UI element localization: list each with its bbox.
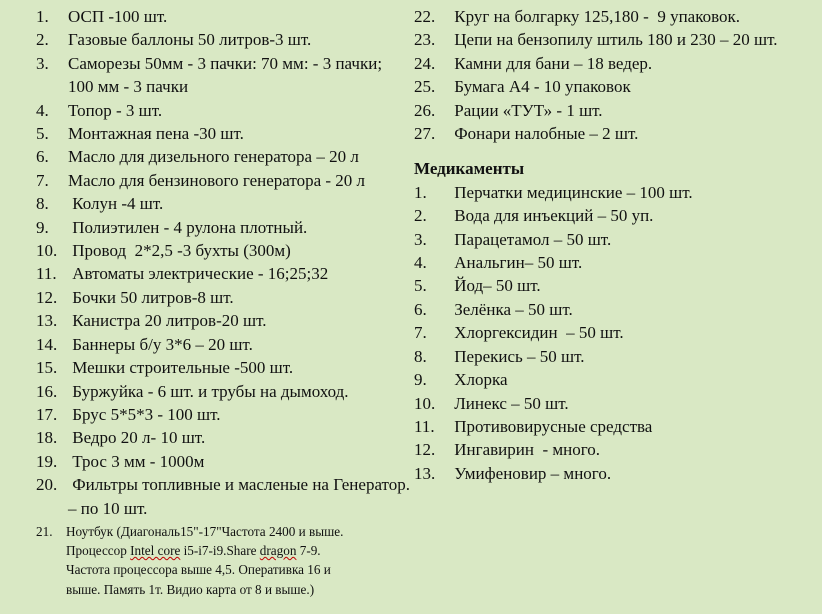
list-item: [412, 392, 822, 415]
list-item-number: 3.: [414, 229, 427, 249]
list-item: [0, 145, 410, 168]
list-item-number: 4.: [36, 100, 49, 120]
list-item: [412, 52, 822, 75]
list-item: [0, 99, 410, 122]
list-item: [412, 122, 822, 145]
list-item-text: Перекись – 50 шт.: [450, 346, 585, 366]
list-item: [412, 251, 822, 274]
list-item-text: Парацетамол – 50 шт.: [450, 229, 612, 249]
list-item-text: Цепи на бензопилу штиль 180 и 230 – 20 шт.: [450, 30, 778, 50]
list-item-number: 14.: [36, 334, 58, 354]
list-item: [0, 122, 410, 145]
laptop-spec-line-3: Частота процессора выше 4,5. Оперативка 16 и: [66, 562, 331, 578]
list-item-text: Бочки 50 литров-8 шт.: [68, 287, 234, 307]
list-item-number: 3.: [36, 53, 49, 73]
list-item-number: 27.: [414, 124, 436, 144]
laptop-spec-line-1: Ноутбук (Диагональ15"-17"Частота 2400 и выше.: [66, 523, 344, 539]
supplies-list: [0, 5, 415, 520]
list-item-number: 15.: [36, 358, 58, 378]
list-item: [0, 473, 415, 520]
list-item: [0, 28, 410, 51]
list-item: [0, 262, 410, 285]
list-item-number: 8.: [36, 194, 49, 214]
list-item-text: Рации «ТУТ» - 1 шт.: [450, 100, 603, 120]
list-item-text: Монтажная пена -30 шт.: [68, 124, 244, 144]
list-item-number: 4.: [414, 253, 427, 273]
list-item: [412, 5, 822, 28]
list-item: [0, 192, 410, 215]
medicine-heading: Медикаменты: [414, 159, 525, 179]
list-item-number: 1.: [414, 182, 427, 202]
list-item-text: Круг на болгарку 125,180 - 9 упаковок.: [450, 7, 741, 26]
list-item-text: Мешки строительные -500 шт.: [68, 358, 294, 378]
list-item-text: Хлоргексидин – 50 шт.: [450, 323, 624, 343]
list-item-number: 1.: [36, 7, 49, 26]
list-item: [412, 368, 822, 391]
list-item: [0, 239, 410, 262]
supplies-list-continued: [412, 5, 822, 145]
list-item-text: Фильтры топливные и масленые на Генератор. – по 10 шт.: [68, 475, 415, 518]
list-item-number: 6.: [36, 147, 49, 167]
list-item: [0, 426, 410, 449]
list-item-number: 7.: [414, 323, 427, 343]
list-item: [412, 415, 822, 438]
list-item-number: 22.: [414, 7, 436, 26]
list-item-text: Камни для бани – 18 ведер.: [450, 53, 653, 73]
list-item-text: Хлорка: [450, 370, 508, 390]
list-item: [0, 333, 410, 356]
list-item: [412, 321, 822, 344]
laptop-spec-line-4: выше. Память 1т. Видио карта от 8 и выше.): [66, 581, 315, 597]
list-item-text: Умифеновир – много.: [450, 463, 612, 483]
list-item-text: Анальгин– 50 шт.: [450, 253, 583, 273]
list-item-number: 7.: [36, 170, 49, 190]
list-item-text: Буржуйка - 6 шт. и трубы на дымоход.: [68, 381, 349, 401]
list-item-text: Топор - 3 шт.: [68, 100, 163, 120]
list-item-number: 2.: [414, 206, 427, 226]
list-item-number: 9.: [36, 217, 49, 237]
list-item: [0, 403, 410, 426]
list-item-number: 5.: [414, 276, 427, 296]
list-item-number: 11.: [36, 264, 57, 284]
list-item-number: 6.: [414, 299, 427, 319]
list-item: [0, 52, 410, 99]
list-item-text: Ведро 20 л- 10 шт.: [68, 428, 206, 448]
list-item-text: Перчатки медицинские – 100 шт.: [450, 182, 693, 202]
list-item-text: Ингавирин - много.: [450, 440, 601, 460]
spellcheck-underlined-text: Intel core: [130, 543, 181, 559]
list-item-number: 10.: [36, 241, 58, 261]
list-item: [0, 286, 410, 309]
laptop-spec-line-2: [66, 541, 410, 560]
list-item-text: Масло для бензинового генератора - 20 л: [68, 170, 366, 190]
list-item-text: Полиэтилен - 4 рулона плотный.: [68, 217, 308, 237]
list-item-text: Трос 3 мм - 1000м: [68, 451, 205, 471]
list-item: [412, 345, 822, 368]
list-item: [412, 28, 822, 51]
list-item-21: [0, 522, 410, 599]
list-item-text: Масло для дизельного генератора – 20 л: [68, 147, 359, 167]
list-item: [412, 274, 822, 297]
list-item: [412, 438, 822, 461]
list-item-number: 20.: [36, 475, 58, 495]
list-item-number: 9.: [414, 370, 427, 390]
list-item-number: 11.: [414, 416, 435, 436]
list-item-text: Противовирусные средства: [450, 416, 653, 436]
list-item-text: Зелёнка – 50 шт.: [450, 299, 573, 319]
list-item: [0, 5, 410, 28]
spellcheck-underlined-text: dragon: [259, 543, 297, 559]
list-item-number: 21.: [36, 523, 53, 539]
list-item-number: 25.: [414, 77, 436, 97]
laptop-spec-text: Процессор: [66, 543, 131, 559]
list-item: [412, 228, 822, 251]
medicine-list: [412, 181, 822, 485]
list-item-number: 23.: [414, 30, 436, 50]
left-column: [0, 5, 415, 599]
list-item: [412, 75, 822, 98]
list-item-text: Йод– 50 шт.: [450, 276, 541, 296]
list-item-text: Бумага А4 - 10 упаковок: [450, 77, 631, 97]
list-item-text: Газовые баллоны 50 литров-3 шт.: [68, 30, 312, 50]
list-item-number: 16.: [36, 381, 58, 401]
list-item: [0, 169, 410, 192]
list-item-text: Канистра 20 литров-20 шт.: [68, 311, 267, 331]
list-item: [0, 356, 410, 379]
list-item-number: 8.: [414, 346, 427, 366]
list-item: [0, 216, 410, 239]
list-item: [412, 462, 822, 485]
list-item-number: 17.: [36, 404, 58, 424]
list-item: [412, 181, 822, 204]
list-item-number: 12.: [414, 440, 436, 460]
list-item-text: Вода для инъекций – 50 уп.: [450, 206, 654, 226]
list-item-number: 5.: [36, 124, 49, 144]
list-item: [0, 309, 410, 332]
list-item-number: 2.: [36, 30, 49, 50]
list-item-number: 19.: [36, 451, 58, 471]
laptop-spec-text: i5-i7-i9.Share: [180, 543, 260, 559]
list-item-number: 24.: [414, 53, 436, 73]
list-item: [412, 298, 822, 321]
list-item-number: 26.: [414, 100, 436, 120]
right-column: [412, 5, 822, 485]
list-item-text: ОСП -100 шт.: [68, 7, 168, 26]
list-item-text: Брус 5*5*3 - 100 шт.: [68, 404, 221, 424]
list-item: [0, 380, 410, 403]
list-item-text: Провод 2*2,5 -3 бухты (300м): [68, 241, 291, 261]
list-item: [412, 204, 822, 227]
list-item-text: Саморезы 50мм - 3 пачки: 70 мм: - 3 пачки; 100 мм - 3 пачки: [68, 53, 387, 97]
list-item: [412, 99, 822, 122]
list-item-number: 13.: [414, 463, 436, 483]
list-item-number: 10.: [414, 393, 436, 413]
laptop-spec-text: 7-9.: [296, 543, 321, 559]
list-item-number: 13.: [36, 311, 58, 331]
list-item-number: 12.: [36, 287, 58, 307]
list-item-text: Баннеры б/у 3*6 – 20 шт.: [68, 334, 253, 354]
list-item-text: Фонари налобные – 2 шт.: [450, 124, 639, 144]
list-item-text: Колун -4 шт.: [68, 194, 164, 214]
list-item-number: 18.: [36, 428, 58, 448]
list-item-text: Линекс – 50 шт.: [450, 393, 569, 413]
list-item: [0, 450, 410, 473]
list-item-text: Автоматы электрические - 16;25;32: [68, 264, 329, 284]
